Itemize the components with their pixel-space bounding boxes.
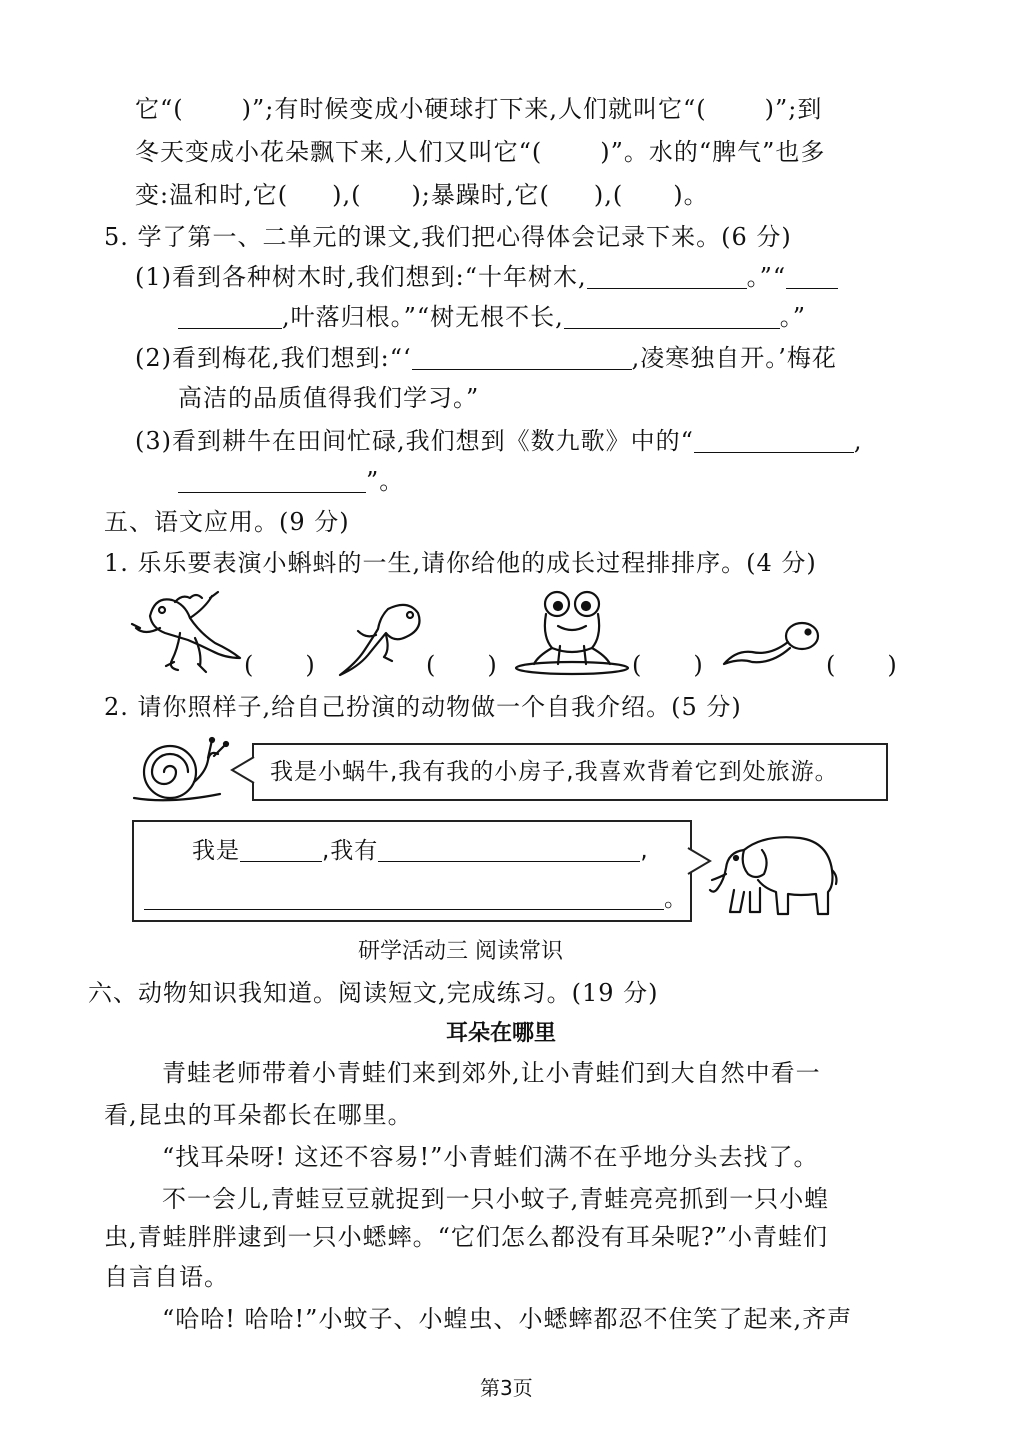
- answer-line-2: 。: [144, 884, 688, 914]
- order-blank-3[interactable]: ( ): [632, 651, 703, 679]
- animal-feature-blank[interactable]: [378, 837, 640, 862]
- order-blank-4[interactable]: ( ): [826, 651, 897, 679]
- story-p3-l1: 不一会儿,青蛙豆豆就捉到一只小蚊子,青蛙亮亮抓到一只小蝗: [162, 1185, 830, 1213]
- sec5-q1: 1. 乐乐要表演小蝌蚪的一生,请你给他的成长过程排排序。(4 分): [104, 549, 817, 577]
- story-p3-l2: 虫,青蛙胖胖逮到一只小蟋蟀。“它们怎么都没有耳朵呢?”小青蛙们: [104, 1223, 829, 1251]
- blank-input[interactable]: [178, 468, 366, 493]
- q4-line-1: 它“( )”;有时候变成小硬球打下来,人们就叫它“( )”;到: [135, 95, 823, 123]
- frog-image: [512, 586, 632, 676]
- blank-input[interactable]: [178, 304, 282, 329]
- bubble-tail-left: [230, 755, 256, 785]
- tadpole-with-legs-image: [328, 595, 428, 685]
- q5-sub2-line1: (2)看到梅花,我们想到:“‘ ,凌寒独自开。’梅花: [135, 344, 837, 372]
- example-text: 我是小蜗牛,我有我的小房子,我喜欢背着它到处旅游。: [270, 759, 839, 785]
- self-intro-answer-box: [132, 820, 692, 922]
- blank-input[interactable]: [412, 345, 632, 370]
- section6-title: 六、动物知识我知道。阅读短文,完成练习。(19 分): [88, 979, 659, 1007]
- q5-sub1-line2: ,叶落归根。”“树无根不长, 。”: [178, 302, 806, 332]
- story-p1-l2: 看,昆虫的耳朵都长在哪里。: [104, 1101, 413, 1129]
- blank-input[interactable]: [564, 304, 780, 329]
- blank-input[interactable]: [694, 428, 854, 453]
- q5-sub3-line1: (3)看到耕牛在田间忙碌,我们想到《数九歌》中的“ ,: [135, 427, 863, 455]
- q5-sub1-line1: (1)看到各种树木时,我们想到:“十年树木, 。”“: [135, 262, 838, 292]
- frog-with-tail-image: [130, 588, 245, 678]
- tadpole-image: [718, 616, 828, 686]
- page-number: 第3页: [480, 1376, 533, 1400]
- animal-name-blank[interactable]: [240, 837, 322, 862]
- order-blank-2[interactable]: ( ): [426, 651, 497, 679]
- story-title: 耳朵在哪里: [446, 1021, 557, 1046]
- answer-line-1: 我是 ,我有 ,: [192, 838, 649, 864]
- blank-input[interactable]: [786, 264, 838, 289]
- snail-image: [130, 736, 230, 806]
- order-blank-1[interactable]: ( ): [244, 651, 315, 679]
- story-p3-l3: 自言自语。: [104, 1263, 229, 1291]
- q5-sub2-line2: 高洁的品质值得我们学习。”: [178, 384, 480, 412]
- activity-heading: 研学活动三 阅读常识: [358, 939, 563, 964]
- animal-hobby-blank[interactable]: [144, 885, 664, 910]
- q4-line-2: 冬天变成小花朵飘下来,人们又叫它“( )”。水的“脾气”也多: [135, 138, 826, 166]
- sec5-q2: 2. 请你照样子,给自己扮演的动物做一个自我介绍。(5 分): [104, 693, 742, 721]
- q5-title: 5. 学了第一、二单元的课文,我们把心得体会记录下来。(6 分): [104, 223, 792, 251]
- section5-title: 五、语文应用。(9 分): [104, 508, 350, 536]
- q4-line-3: 变:温和时,它( ),( );暴躁时,它( ),( )。: [135, 181, 709, 209]
- story-p4: “哈哈! 哈哈!”小蚊子、小蝗虫、小蟋蟀都忍不住笑了起来,齐声: [162, 1305, 853, 1333]
- blank-input[interactable]: [587, 264, 747, 289]
- q5-sub3-line2: ”。: [178, 466, 404, 496]
- story-p1-l1: 青蛙老师带着小青蛙们来到郊外,让小青蛙们到大自然中看一: [162, 1059, 821, 1087]
- example-speech-bubble: [252, 743, 888, 801]
- story-p2: “找耳朵呀! 这还不容易!”小青蛙们满不在乎地分头去找了。: [162, 1143, 819, 1171]
- elephant-image: [704, 830, 844, 920]
